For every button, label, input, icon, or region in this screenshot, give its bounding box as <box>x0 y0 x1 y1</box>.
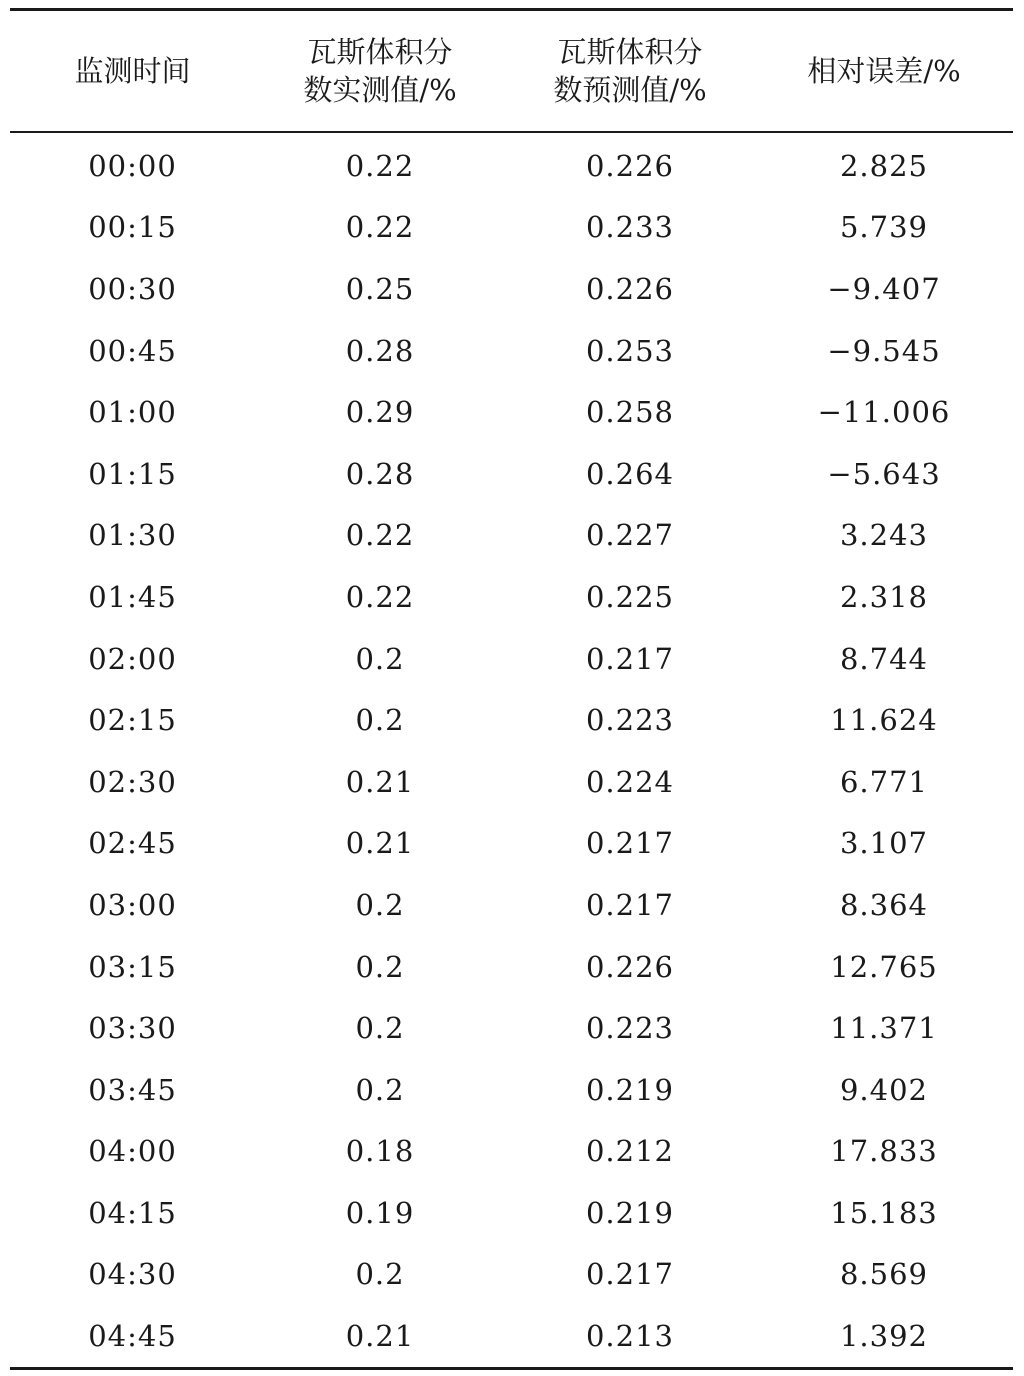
cell-predicted: 0.226 <box>585 949 675 984</box>
cell-error: −11.006 <box>817 395 951 430</box>
cell-error: 6.771 <box>839 764 929 799</box>
cell-time: 00:45 <box>88 333 177 368</box>
cell-error: 2.825 <box>839 148 929 183</box>
cell-predicted: 0.223 <box>585 1011 675 1046</box>
header-relative-error: 相对误差/% <box>807 54 961 88</box>
table-row <box>10 381 1013 443</box>
cell-predicted: 0.217 <box>585 826 675 861</box>
cell-predicted: 0.217 <box>585 1257 675 1292</box>
cell-time: 01:45 <box>88 579 177 614</box>
header-monitoring-time: 监测时间 <box>74 54 191 88</box>
cell-error: −9.545 <box>827 333 941 368</box>
cell-predicted: 0.219 <box>585 1072 675 1107</box>
cell-error: 5.739 <box>839 210 929 245</box>
cell-time: 03:30 <box>88 1011 177 1046</box>
cell-time: 02:30 <box>88 764 177 799</box>
cell-measured: 0.28 <box>345 456 415 491</box>
cell-time: 03:45 <box>88 1072 177 1107</box>
cell-measured: 0.18 <box>345 1134 415 1169</box>
cell-predicted: 0.258 <box>585 395 675 430</box>
cell-measured: 0.21 <box>345 1319 415 1354</box>
table-row <box>10 874 1013 936</box>
cell-error: 3.107 <box>839 826 929 861</box>
cell-measured: 0.2 <box>355 949 405 984</box>
table-row <box>10 1121 1013 1183</box>
cell-error: 3.243 <box>839 518 929 553</box>
cell-time: 02:00 <box>88 641 177 676</box>
cell-predicted: 0.217 <box>585 641 675 676</box>
table-row <box>10 443 1013 505</box>
cell-time: 01:15 <box>88 456 177 491</box>
cell-time: 03:00 <box>88 887 177 922</box>
cell-error: 12.765 <box>830 949 938 984</box>
table-body <box>10 132 1013 1368</box>
cell-measured: 0.28 <box>345 333 415 368</box>
cell-measured: 0.2 <box>355 1011 405 1046</box>
cell-time: 02:45 <box>88 826 177 861</box>
table-row <box>10 997 1013 1059</box>
table-row <box>10 132 1013 197</box>
cell-predicted: 0.223 <box>585 703 675 738</box>
cell-predicted: 0.217 <box>585 887 675 922</box>
cell-measured: 0.2 <box>355 703 405 738</box>
cell-predicted: 0.212 <box>585 1134 675 1169</box>
table-row <box>10 936 1013 998</box>
cell-measured: 0.2 <box>355 1257 405 1292</box>
table-row <box>10 1059 1013 1121</box>
cell-error: 2.318 <box>839 579 929 614</box>
cell-predicted: 0.219 <box>585 1195 675 1230</box>
cell-measured: 0.22 <box>345 579 415 614</box>
cell-error: 8.364 <box>839 887 929 922</box>
cell-measured: 0.21 <box>345 764 415 799</box>
cell-predicted: 0.226 <box>585 271 675 306</box>
table-row <box>10 197 1013 259</box>
table-row <box>10 258 1013 320</box>
cell-time: 00:30 <box>88 271 177 306</box>
cell-predicted: 0.226 <box>585 148 675 183</box>
cell-measured: 0.22 <box>345 148 415 183</box>
table-row <box>10 1182 1013 1244</box>
header-measured-value: 瓦斯体积分 数实测值/% <box>303 35 457 107</box>
cell-error: 17.833 <box>830 1134 938 1169</box>
cell-error: 11.624 <box>830 703 938 738</box>
cell-time: 02:15 <box>88 703 177 738</box>
cell-predicted: 0.224 <box>585 764 675 799</box>
cell-measured: 0.25 <box>345 271 415 306</box>
cell-error: 11.371 <box>830 1011 938 1046</box>
cell-error: 9.402 <box>839 1072 929 1107</box>
cell-time: 04:45 <box>88 1319 177 1354</box>
cell-measured: 0.2 <box>355 1072 405 1107</box>
table-row <box>10 320 1013 382</box>
cell-time: 01:30 <box>88 518 177 553</box>
cell-time: 04:15 <box>88 1195 177 1230</box>
cell-time: 00:15 <box>88 210 177 245</box>
cell-error: −5.643 <box>827 456 941 491</box>
table-row <box>10 1305 1013 1368</box>
cell-time: 03:15 <box>88 949 177 984</box>
table-row <box>10 566 1013 628</box>
table-row <box>10 628 1013 690</box>
cell-measured: 0.2 <box>355 641 405 676</box>
cell-predicted: 0.264 <box>585 456 675 491</box>
cell-measured: 0.29 <box>345 395 415 430</box>
table-header <box>10 10 1013 133</box>
cell-time: 01:00 <box>88 395 177 430</box>
gas-concentration-table <box>10 8 1013 1370</box>
cell-measured: 0.21 <box>345 826 415 861</box>
cell-predicted: 0.233 <box>585 210 675 245</box>
cell-predicted: 0.225 <box>585 579 675 614</box>
cell-measured: 0.22 <box>345 518 415 553</box>
cell-error: 8.744 <box>839 641 929 676</box>
cell-predicted: 0.227 <box>585 518 675 553</box>
header-predicted-value: 瓦斯体积分 数预测值/% <box>553 35 707 107</box>
cell-time: 00:00 <box>88 148 177 183</box>
cell-predicted: 0.253 <box>585 333 675 368</box>
table-row <box>10 813 1013 875</box>
table-row <box>10 1244 1013 1306</box>
cell-measured: 0.22 <box>345 210 415 245</box>
cell-error: 15.183 <box>830 1195 938 1230</box>
cell-time: 04:30 <box>88 1257 177 1292</box>
data-table-container <box>10 8 1013 1370</box>
table-row <box>10 751 1013 813</box>
cell-measured: 0.2 <box>355 887 405 922</box>
cell-error: −9.407 <box>827 271 941 306</box>
table-row <box>10 689 1013 751</box>
header-row <box>10 10 1013 133</box>
table-row <box>10 505 1013 567</box>
cell-error: 8.569 <box>839 1257 929 1292</box>
cell-error: 1.392 <box>839 1319 929 1354</box>
cell-predicted: 0.213 <box>585 1319 675 1354</box>
cell-time: 04:00 <box>88 1134 177 1169</box>
cell-measured: 0.19 <box>345 1195 415 1230</box>
